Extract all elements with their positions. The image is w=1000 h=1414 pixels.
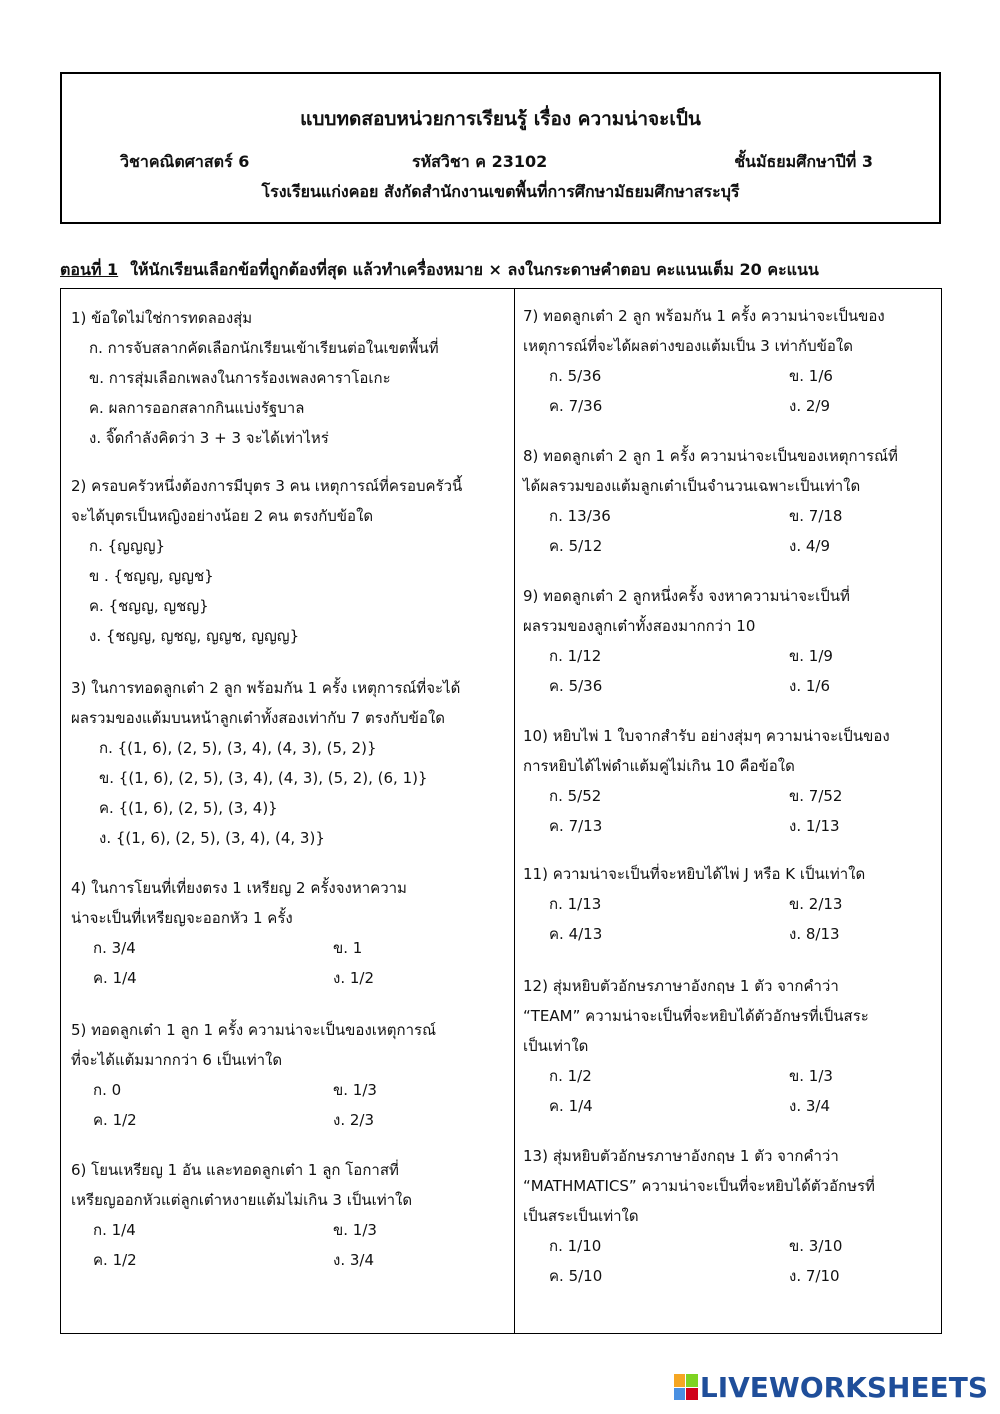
question-6 <box>71 1155 511 1275</box>
option[interactable]: ก. {(1, 6), (2, 5), (3, 4), (4, 3), (5, 2)} <box>99 739 377 757</box>
option[interactable]: ข. การสุ่มเลือกเพลงในการร้องเพลงคาราโอเกะ <box>89 369 391 387</box>
option[interactable]: ค. {ชญญ, ญชญ} <box>89 597 209 615</box>
option[interactable]: ข. 7/18 <box>789 507 843 525</box>
subject-code: รหัสวิชา ค 23102 <box>412 152 548 171</box>
question-stem: ที่จะได้แต้มมากกว่า 6 เป็นเท่าใด <box>71 1051 283 1069</box>
option[interactable]: ค. 1/2 <box>93 1111 137 1129</box>
question-5 <box>71 1015 511 1135</box>
options-grid <box>523 1231 938 1291</box>
question-stem: 2) ครอบครัวหนึ่งต้องการมีบุตร 3 คน เหตุการณ์ที่ครอบครัวนี้ <box>71 477 463 495</box>
question-stem: 11) ความน่าจะเป็นที่จะหยิบได้ไพ่ J หรือ K เป็นเท่าใด <box>523 865 866 883</box>
option[interactable]: ก. 0 <box>93 1081 122 1099</box>
option[interactable]: ง. 3/4 <box>333 1251 375 1269</box>
option[interactable]: ข. 7/52 <box>789 787 843 805</box>
question-stem: 13) สุ่มหยิบตัวอักษรภาษาอังกฤษ 1 ตัว จากคำว่า <box>523 1147 839 1165</box>
question-4 <box>71 873 511 993</box>
option[interactable]: ง. 2/9 <box>789 397 831 415</box>
question-stem: “TEAM” ความน่าจะเป็นที่จะหยิบได้ตัวอักษรที่เป็นสระ <box>523 1007 869 1025</box>
question-stem: 12) สุ่มหยิบตัวอักษรภาษาอังกฤษ 1 ตัว จากคำว่า <box>523 977 839 995</box>
option[interactable]: ข. 1 <box>333 939 363 957</box>
option[interactable]: ข. 2/13 <box>789 895 843 913</box>
instructions <box>60 258 819 283</box>
question-stem: ผลรวมของลูกเต๋าทั้งสองมากกว่า 10 <box>523 617 756 635</box>
option[interactable]: ง. 4/9 <box>789 537 831 555</box>
question-stem: ผลรวมของแต้มบนหน้าลูกเต๋าทั้งสองเท่ากับ 7 ตรงกับข้อใด <box>71 709 446 727</box>
option[interactable]: ค. 5/12 <box>549 537 603 555</box>
option[interactable]: ข. {(1, 6), (2, 5), (3, 4), (4, 3), (5, 2), (6, 1)} <box>99 769 428 787</box>
question-3 <box>71 673 511 853</box>
option[interactable]: ง. 8/13 <box>789 925 840 943</box>
option[interactable]: ง. 1/13 <box>789 817 840 835</box>
question-13 <box>523 1141 938 1291</box>
option[interactable]: ก. 1/4 <box>93 1221 136 1239</box>
option[interactable]: ข. 1/9 <box>789 647 833 665</box>
question-stem: 6) โยนเหรียญ 1 อัน และทอดลูกเต๋า 1 ลูก โอกาสที่ <box>71 1161 399 1179</box>
option[interactable]: ง. 1/2 <box>333 969 375 987</box>
question-8 <box>523 441 938 561</box>
option[interactable]: ก. {ญญญ} <box>89 537 166 555</box>
option[interactable]: ค. 4/13 <box>549 925 603 943</box>
options-grid <box>71 933 511 993</box>
logo-square-icon <box>686 1374 698 1387</box>
logo-square-icon <box>674 1374 686 1387</box>
question-stem: น่าจะเป็นที่เหรียญจะออกหัว 1 ครั้ง <box>71 909 293 927</box>
option[interactable]: ก. การจับสลากคัดเลือกนักเรียนเข้าเรียนต่อในเขตพื้นที่ <box>89 339 439 357</box>
option[interactable]: ก. 1/10 <box>549 1237 602 1255</box>
options-grid <box>523 889 938 949</box>
option[interactable]: ง. 1/6 <box>789 677 831 695</box>
option[interactable]: ง. จิ๊ดกำลังคิดว่า 3 + 3 จะได้เท่าไหร่ <box>89 429 329 447</box>
question-12 <box>523 971 938 1121</box>
option[interactable]: ก. 3/4 <box>93 939 136 957</box>
option[interactable]: ค. 1/2 <box>93 1251 137 1269</box>
question-stem: 8) ทอดลูกเต๋า 2 ลูก 1 ครั้ง ความน่าจะเป็นของเหตุการณ์ที่ <box>523 447 898 465</box>
liveworksheets-logo-icon <box>674 1374 698 1400</box>
option[interactable]: ก. 1/2 <box>549 1067 592 1085</box>
option[interactable]: ง. {(1, 6), (2, 5), (3, 4), (4, 3)} <box>99 829 325 847</box>
liveworksheets-logo-text: LIVEWORKSHEETS <box>699 1370 988 1404</box>
logo-square-icon <box>686 1388 698 1401</box>
question-stem: 7) ทอดลูกเต๋า 2 ลูก พร้อมกัน 1 ครั้ง ความน่าจะเป็นของ <box>523 307 885 325</box>
question-7 <box>523 301 938 421</box>
question-stem: 5) ทอดลูกเต๋า 1 ลูก 1 ครั้ง ความน่าจะเป็นของเหตุการณ์ <box>71 1021 436 1039</box>
option[interactable]: ก. 1/12 <box>549 647 602 665</box>
option[interactable]: ก. 5/52 <box>549 787 602 805</box>
option[interactable]: ข. 1/3 <box>333 1081 377 1099</box>
options-grid <box>523 1061 938 1121</box>
subject-name: วิชาคณิตศาสตร์ 6 <box>120 152 250 171</box>
option[interactable]: ง. 7/10 <box>789 1267 840 1285</box>
question-11 <box>523 859 938 949</box>
grade-level: ชั้นมัธยมศึกษาปีที่ 3 <box>734 152 873 171</box>
school-name: โรงเรียนแก่งคอย สังกัดสำนักงานเขตพื้นที่การศึกษามัธยมศึกษาสระบุรี <box>261 182 740 201</box>
question-stem: ได้ผลรวมของแต้มลูกเต๋าเป็นจำนวนเฉพาะเป็นเท่าใด <box>523 477 861 495</box>
question-stem: 3) ในการทอดลูกเต๋า 2 ลูก พร้อมกัน 1 ครั้ง เหตุการณ์ที่จะได้ <box>71 679 461 697</box>
logo-square-icon <box>674 1388 686 1401</box>
options-grid <box>71 1075 511 1135</box>
question-10 <box>523 721 938 841</box>
option[interactable]: ข. 1/6 <box>789 367 833 385</box>
header-box <box>60 72 941 224</box>
option[interactable]: ข. 1/3 <box>789 1067 833 1085</box>
question-stem: เป็นสระเป็นเท่าใด <box>523 1207 639 1225</box>
option[interactable]: ค. {(1, 6), (2, 5), (3, 4)} <box>99 799 278 817</box>
question-9 <box>523 581 938 701</box>
question-stem: เป็นเท่าใด <box>523 1037 589 1055</box>
question-2 <box>71 471 511 651</box>
option[interactable]: ค. 7/36 <box>549 397 603 415</box>
question-stem: จะได้บุตรเป็นหญิงอย่างน้อย 2 คน ตรงกับข้อใด <box>71 507 374 525</box>
options-list <box>71 531 511 651</box>
question-stem: 4) ในการโยนที่เที่ยงตรง 1 เหรียญ 2 ครั้งจงหาความ <box>71 879 407 897</box>
option[interactable]: ก. 1/13 <box>549 895 602 913</box>
question-1 <box>71 303 511 453</box>
part-label: ตอนที่ 1 <box>60 260 119 279</box>
option[interactable]: ค. 7/13 <box>549 817 603 835</box>
test-title: แบบทดสอบหน่วยการเรียนรู้ เรื่อง ความน่าจะเป็น <box>300 108 701 130</box>
options-list <box>71 733 511 853</box>
option[interactable]: ข . {ชญญ, ญญช} <box>89 567 214 585</box>
question-stem: เหรียญออกหัวแต่ลูกเต๋าหงายแต้มไม่เกิน 3 เป็นเท่าใด <box>71 1191 413 1209</box>
question-stem: 10) หยิบไพ่ 1 ใบจากสำรับ อย่างสุ่มๆ ความน่าจะเป็นของ <box>523 727 890 745</box>
question-stem: การหยิบได้ไพ่ดำแต้มคู่ไม่เกิน 10 คือข้อใด <box>523 757 795 775</box>
options-grid <box>523 361 938 421</box>
option[interactable]: ก. 13/36 <box>549 507 611 525</box>
options-list <box>71 333 511 453</box>
questions-box <box>60 288 942 1334</box>
option[interactable]: ค. 5/36 <box>549 677 603 695</box>
options-grid <box>523 781 938 841</box>
option[interactable]: ข. 3/10 <box>789 1237 843 1255</box>
option[interactable]: ค. 1/4 <box>549 1097 593 1115</box>
option[interactable]: ง. 3/4 <box>789 1097 831 1115</box>
question-stem: 9) ทอดลูกเต๋า 2 ลูกหนึ่งครั้ง จงหาความน่าจะเป็นที่ <box>523 587 850 605</box>
option[interactable]: ค. 5/10 <box>549 1267 603 1285</box>
option[interactable]: ค. 1/4 <box>93 969 137 987</box>
option[interactable]: ค. ผลการออกสลากกินแบ่งรัฐบาล <box>89 399 305 417</box>
options-grid <box>71 1215 511 1275</box>
question-stem: “MATHMATICS” ความน่าจะเป็นที่จะหยิบได้ตัวอักษรที่ <box>523 1177 875 1195</box>
question-stem: 1) ข้อใดไม่ใช่การทดลองสุ่ม <box>71 309 253 327</box>
option[interactable]: ก. 5/36 <box>549 367 602 385</box>
liveworksheets-logo <box>674 1372 988 1402</box>
option[interactable]: ง. {ชญญ, ญชญ, ญญช, ญญญ} <box>89 627 300 645</box>
question-stem: เหตุการณ์ที่จะได้ผลต่างของแต้มเป็น 3 เท่ากับข้อใด <box>523 337 853 355</box>
options-grid <box>523 501 938 561</box>
options-grid <box>523 641 938 701</box>
option[interactable]: ง. 2/3 <box>333 1111 375 1129</box>
column-divider <box>514 289 515 1333</box>
option[interactable]: ข. 1/3 <box>333 1221 377 1239</box>
instructions-text: ให้นักเรียนเลือกข้อที่ถูกต้องที่สุด แล้วทำเครื่องหมาย × ลงในกระดาษคำตอบ คะแนนเต็ม 20 คะแนน <box>130 260 819 279</box>
